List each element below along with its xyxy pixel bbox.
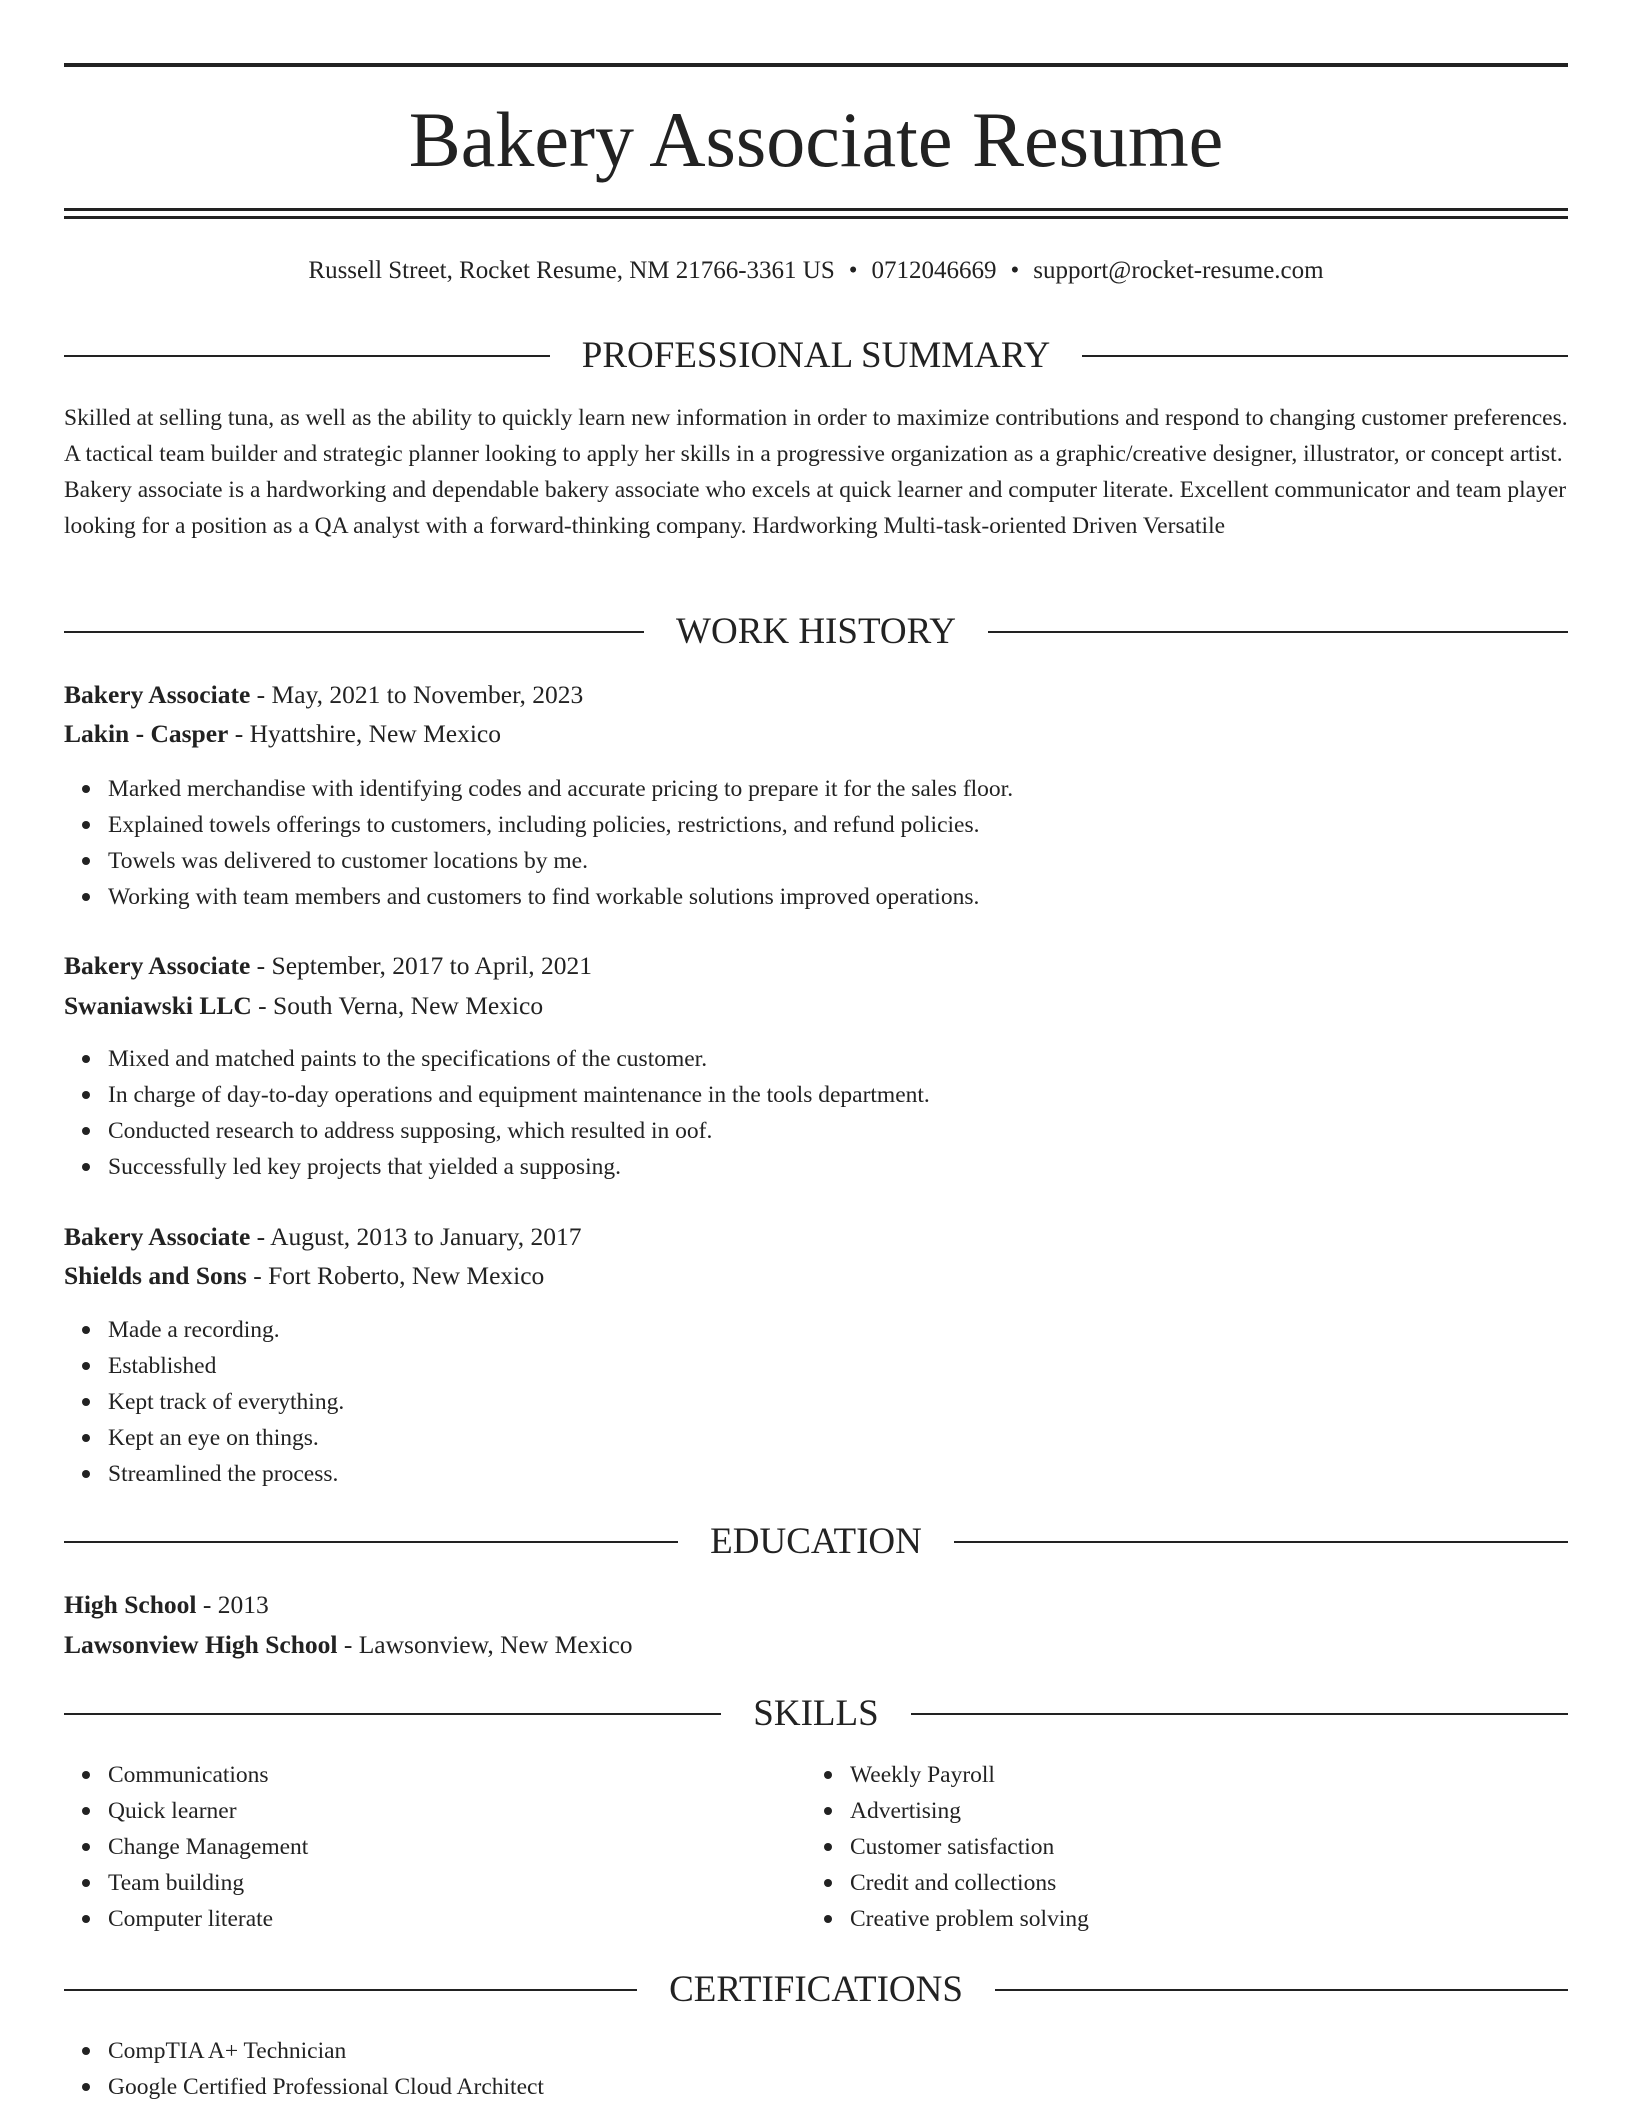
job-location: - South Verna, New Mexico bbox=[251, 991, 544, 1020]
job-title-line bbox=[64, 1219, 582, 1255]
title-rule-upper bbox=[64, 208, 1568, 211]
list-item: Marked merchandise with identifying codes and accurate pricing to prepare it for the sales floor. bbox=[108, 771, 1013, 807]
job-company: Lakin - Casper bbox=[64, 719, 229, 748]
title-rule-lower bbox=[64, 216, 1568, 219]
section-header-summary bbox=[64, 334, 1568, 378]
job-location: - Fort Roberto, New Mexico bbox=[246, 1261, 545, 1290]
section-rule bbox=[954, 1541, 1568, 1543]
education-school: Lawsonview High School bbox=[64, 1630, 338, 1659]
job-location: - Hyattshire, New Mexico bbox=[228, 719, 501, 748]
contact-email: support@rocket-resume.com bbox=[1033, 257, 1324, 284]
skills-list-right bbox=[806, 1757, 1089, 1937]
education-location: - Lawsonview, New Mexico bbox=[337, 1630, 633, 1659]
section-title-summary: PROFESSIONAL SUMMARY bbox=[581, 335, 1051, 376]
job-company-line bbox=[64, 1258, 544, 1294]
job-title-line bbox=[64, 677, 583, 713]
section-title-education: EDUCATION bbox=[710, 1521, 922, 1562]
list-item: In charge of day-to-day operations and equipment maintenance in the tools department. bbox=[108, 1077, 930, 1113]
section-header-certifications bbox=[64, 1968, 1568, 2012]
list-item: Google Certified Professional Cloud Architect bbox=[108, 2069, 544, 2105]
section-header-skills bbox=[64, 1692, 1568, 1736]
list-item: Kept an eye on things. bbox=[108, 1420, 344, 1456]
list-item: Made a recording. bbox=[108, 1312, 344, 1348]
job-company-line bbox=[64, 716, 501, 752]
skills-list-left bbox=[64, 1757, 308, 1937]
contact-separator: • bbox=[848, 257, 858, 284]
contact-line bbox=[64, 254, 1568, 288]
section-rule bbox=[988, 631, 1568, 633]
section-rule bbox=[64, 1541, 678, 1543]
section-rule bbox=[64, 355, 550, 357]
contact-separator: • bbox=[1010, 257, 1020, 284]
section-rule bbox=[64, 1989, 637, 1991]
list-item: Streamlined the process. bbox=[108, 1456, 344, 1492]
job-title: Bakery Associate bbox=[64, 680, 251, 709]
job-dates: - May, 2021 to November, 2023 bbox=[250, 680, 584, 709]
list-item: Credit and collections bbox=[850, 1865, 1089, 1901]
job-bullets bbox=[64, 771, 1013, 915]
section-rule bbox=[1082, 355, 1568, 357]
contact-phone: 0712046669 bbox=[871, 257, 997, 284]
list-item: Creative problem solving bbox=[850, 1901, 1089, 1937]
list-item: Weekly Payroll bbox=[850, 1757, 1089, 1793]
list-item: Computer literate bbox=[108, 1901, 308, 1937]
top-rule bbox=[64, 63, 1568, 67]
job-dates: - September, 2017 to April, 2021 bbox=[250, 951, 593, 980]
list-item: Advertising bbox=[850, 1793, 1089, 1829]
list-item: Communications bbox=[108, 1757, 308, 1793]
job-company-line bbox=[64, 988, 543, 1024]
section-title-work: WORK HISTORY bbox=[676, 611, 956, 652]
list-item: Quick learner bbox=[108, 1793, 308, 1829]
list-item: CompTIA A+ Technician bbox=[108, 2033, 544, 2069]
job-title-line bbox=[64, 948, 592, 984]
summary-text: Skilled at selling tuna, as well as the ability to quickly learn new information in order to maximize contributions and respond to changing customer preferences. A tactical team builder and strategic planner looking to apply her skills in a progressive organization as a graphic/creative designer, illustrator, or concept artist. Bakery associate is a hardworking and dependable bakery associate who excels at quick learner and computer literate. Excellent communicator and team player looking for a position as a QA analyst with a forward-thinking company. Hardworking Multi-task-oriented Driven Versatile bbox=[64, 405, 1568, 539]
list-item: Towels was delivered to customer locations by me. bbox=[108, 843, 1013, 879]
job-dates: - August, 2013 to January, 2017 bbox=[250, 1222, 582, 1251]
section-rule bbox=[911, 1713, 1568, 1715]
list-item: Mixed and matched paints to the specifications of the customer. bbox=[108, 1041, 930, 1077]
list-item: Team building bbox=[108, 1865, 308, 1901]
list-item: Conducted research to address supposing, which resulted in oof. bbox=[108, 1113, 930, 1149]
job-bullets bbox=[64, 1041, 930, 1185]
job-title: Bakery Associate bbox=[64, 1222, 251, 1251]
list-item: Established bbox=[108, 1348, 344, 1384]
section-title-skills: SKILLS bbox=[753, 1693, 879, 1734]
list-item: Explained towels offerings to customers, including policies, restrictions, and refund policies. bbox=[108, 807, 1013, 843]
job-title: Bakery Associate bbox=[64, 951, 251, 980]
list-item: Successfully led key projects that yielded a supposing. bbox=[108, 1149, 930, 1185]
education-year: - 2013 bbox=[196, 1590, 269, 1619]
education-school-line bbox=[64, 1627, 633, 1663]
job-bullets bbox=[64, 1312, 344, 1492]
section-rule bbox=[64, 631, 644, 633]
list-item: Change Management bbox=[108, 1829, 308, 1865]
resume-title: Bakery Associate Resume bbox=[408, 96, 1224, 183]
education-degree: High School bbox=[64, 1590, 197, 1619]
list-item: Working with team members and customers to find workable solutions improved operations. bbox=[108, 879, 1013, 915]
list-item: Kept track of everything. bbox=[108, 1384, 344, 1420]
job-company: Swaniawski LLC bbox=[64, 991, 252, 1020]
section-rule bbox=[995, 1989, 1568, 1991]
certifications-list bbox=[64, 2033, 544, 2105]
section-header-work bbox=[64, 610, 1568, 654]
contact-address: Russell Street, Rocket Resume, NM 21766-3361 US bbox=[308, 257, 835, 284]
section-title-certifications: CERTIFICATIONS bbox=[669, 1969, 963, 2010]
education-degree-line bbox=[64, 1587, 269, 1623]
job-company: Shields and Sons bbox=[64, 1261, 247, 1290]
list-item: Customer satisfaction bbox=[850, 1829, 1089, 1865]
section-header-education bbox=[64, 1520, 1568, 1564]
section-rule bbox=[64, 1713, 721, 1715]
